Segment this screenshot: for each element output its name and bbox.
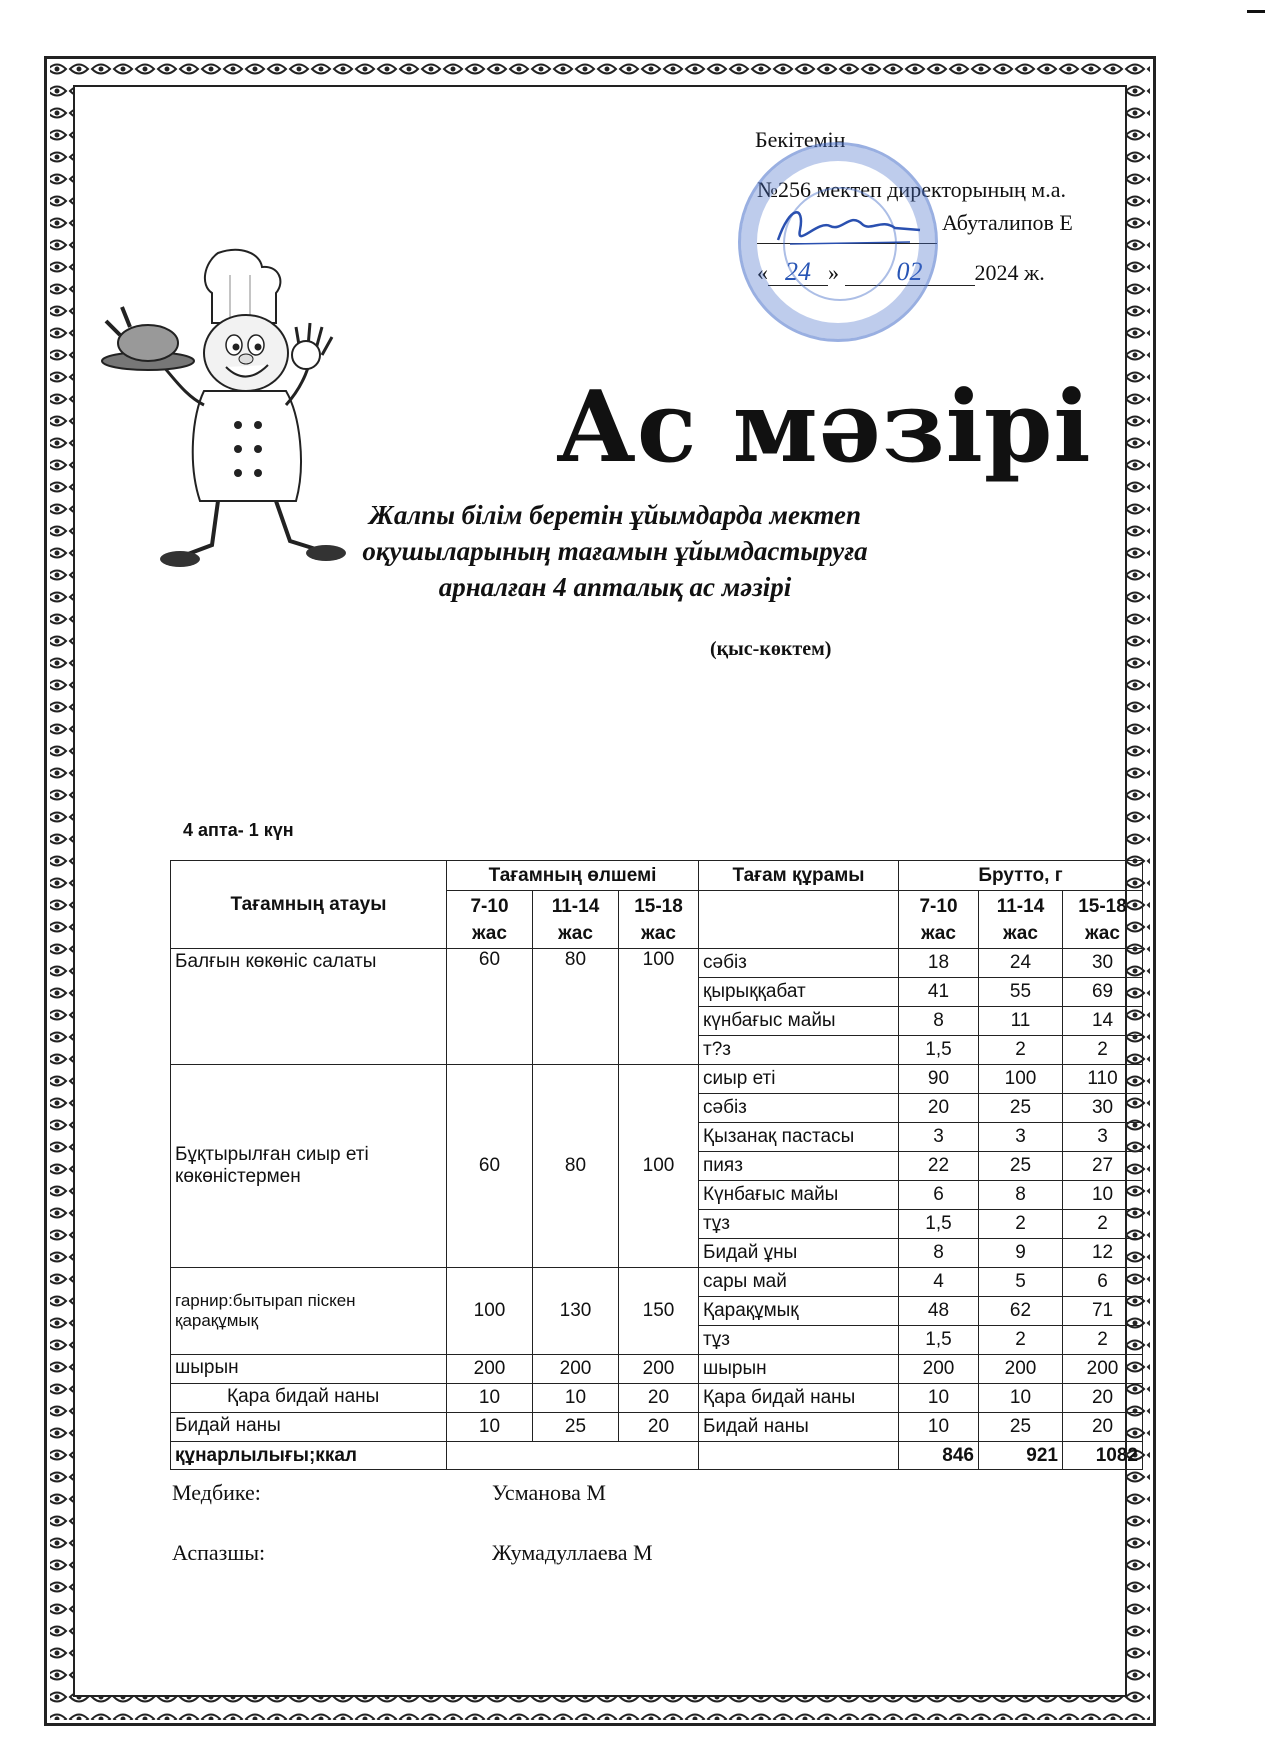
approval-school: №256 мектеп директорының м.а.: [757, 177, 1066, 202]
director-name: Абуталипов Е: [942, 210, 1073, 235]
brutto-cell: 4: [899, 1268, 979, 1297]
brutto-cell: 25: [979, 1094, 1063, 1123]
header-brutto-age-11-14: 11-14 жас: [979, 891, 1063, 949]
brutto-cell: 1,5: [899, 1036, 979, 1065]
brutto-cell: 2: [979, 1326, 1063, 1355]
brutto-cell: 25: [979, 1413, 1063, 1442]
ingredient-cell: тұз: [699, 1326, 899, 1355]
header-age-11-14: 11-14 жас: [533, 891, 619, 949]
table-row: [171, 1065, 1143, 1094]
brutto-cell: 30: [1063, 949, 1143, 978]
total-value: 846: [899, 1442, 979, 1470]
table-row: [171, 1413, 1143, 1442]
portion-cell: 25: [533, 1413, 619, 1442]
portion-cell: 10: [447, 1384, 533, 1413]
portion-cell: 10: [533, 1384, 619, 1413]
brutto-cell: 27: [1063, 1152, 1143, 1181]
portion-cell: 100: [619, 949, 699, 1065]
brutto-cell: 41: [899, 978, 979, 1007]
total-value: 921: [979, 1442, 1063, 1470]
date-open-quote: «: [757, 260, 768, 285]
dish-name-cell: Бұқтырылған сиыр еті көкөністермен: [171, 1065, 447, 1268]
total-value: 1082: [1063, 1442, 1143, 1470]
approval-title: Бекітемін: [755, 127, 846, 152]
ingredient-cell: Бидай наны: [699, 1413, 899, 1442]
staff-name: Жумадуллаева М: [492, 1540, 653, 1565]
brutto-cell: 25: [979, 1152, 1063, 1181]
dish-name-cell: Бидай наны: [171, 1413, 447, 1442]
brutto-cell: 22: [899, 1152, 979, 1181]
ingredient-cell: Бидай ұны: [699, 1239, 899, 1268]
brutto-cell: 2: [1063, 1326, 1143, 1355]
portion-cell: 60: [447, 1065, 533, 1268]
menu-table-body: [171, 949, 1143, 1470]
portion-cell: 20: [619, 1413, 699, 1442]
total-row: [171, 1442, 1143, 1470]
ingredient-cell: сары май: [699, 1268, 899, 1297]
ingredient-cell: Қызанақ пастасы: [699, 1123, 899, 1152]
brutto-cell: 10: [979, 1384, 1063, 1413]
brutto-cell: 24: [979, 949, 1063, 978]
brutto-cell: 20: [899, 1094, 979, 1123]
table-row: [171, 1268, 1143, 1297]
brutto-cell: 90: [899, 1065, 979, 1094]
brutto-cell: 20: [1063, 1413, 1143, 1442]
brutto-cell: 11: [979, 1007, 1063, 1036]
dish-name-cell: шырын: [171, 1355, 447, 1384]
total-label: құнарлылығы;ккал: [171, 1442, 447, 1470]
brutto-cell: 2: [1063, 1036, 1143, 1065]
brutto-cell: 8: [899, 1007, 979, 1036]
table-row: [171, 949, 1143, 978]
portion-cell: 200: [447, 1355, 533, 1384]
brutto-cell: 5: [979, 1268, 1063, 1297]
brutto-cell: 1,5: [899, 1210, 979, 1239]
ingredient-cell: сиыр еті: [699, 1065, 899, 1094]
header-age-15-18: 15-18 жас: [619, 891, 699, 949]
staff-name: Усманова М: [492, 1480, 606, 1505]
header-brutto-age-7-10: 7-10 жас: [899, 891, 979, 949]
brutto-cell: 10: [899, 1384, 979, 1413]
portion-cell: 100: [447, 1268, 533, 1355]
ingredient-cell: пияз: [699, 1152, 899, 1181]
ingredient-cell: шырын: [699, 1355, 899, 1384]
portion-cell: 200: [533, 1355, 619, 1384]
brutto-cell: 18: [899, 949, 979, 978]
brutto-cell: 2: [979, 1036, 1063, 1065]
portion-cell: 20: [619, 1384, 699, 1413]
date-month: 02: [845, 259, 975, 286]
brutto-cell: 55: [979, 978, 1063, 1007]
dish-name-cell: Қара бидай наны: [171, 1384, 447, 1413]
brutto-cell: 48: [899, 1297, 979, 1326]
portion-cell: 200: [619, 1355, 699, 1384]
staff-role: Медбике:: [172, 1480, 261, 1505]
header-age-7-10: 7-10 жас: [447, 891, 533, 949]
page-subtitle: Жалпы білім беретін ұйымдарда мектеп оқушыларының тағамын ұйымдастыруға арналған 4 апталық ас мәзірі: [362, 500, 868, 602]
table-row: [171, 1384, 1143, 1413]
brutto-cell: 100: [979, 1065, 1063, 1094]
date-year: 2024 ж.: [974, 260, 1045, 285]
brutto-cell: 20: [1063, 1384, 1143, 1413]
date-close-quote: »: [828, 260, 839, 285]
brutto-cell: 9: [979, 1239, 1063, 1268]
brutto-cell: 1,5: [899, 1326, 979, 1355]
brutto-cell: 200: [899, 1355, 979, 1384]
brutto-cell: 10: [899, 1413, 979, 1442]
brutto-cell: 8: [979, 1181, 1063, 1210]
brutto-cell: 6: [899, 1181, 979, 1210]
director-signature: [770, 200, 930, 260]
ingredient-cell: Күнбағыс майы: [699, 1181, 899, 1210]
header-brutto-age-15-18: 15-18 жас: [1063, 891, 1143, 949]
brutto-cell: 110: [1063, 1065, 1143, 1094]
season-label: (қыс-көктем): [710, 638, 832, 660]
corner-mark: [1247, 10, 1265, 13]
brutto-cell: 12: [1063, 1239, 1143, 1268]
staff-role: Аспазшы:: [172, 1540, 266, 1565]
brutto-cell: 3: [1063, 1123, 1143, 1152]
brutto-cell: 69: [1063, 978, 1143, 1007]
header-brutto: Брутто, г: [899, 861, 1143, 891]
ingredient-cell: т?з: [699, 1036, 899, 1065]
menu-table: [170, 860, 1143, 1470]
portion-cell: 80: [533, 949, 619, 1065]
portion-cell: 100: [619, 1065, 699, 1268]
brutto-cell: 30: [1063, 1094, 1143, 1123]
portion-cell: 60: [447, 949, 533, 1065]
brutto-cell: 62: [979, 1297, 1063, 1326]
ingredient-cell: сәбіз: [699, 1094, 899, 1123]
portion-cell: 10: [447, 1413, 533, 1442]
ingredient-cell: қырыққабат: [699, 978, 899, 1007]
dish-name-cell: гарнир:бытырап піскен қарақұмық: [171, 1268, 447, 1355]
brutto-cell: 10: [1063, 1181, 1143, 1210]
ingredient-cell: Қара бидай наны: [699, 1384, 899, 1413]
brutto-cell: 8: [899, 1239, 979, 1268]
portion-cell: 150: [619, 1268, 699, 1355]
page-title: Ас мәзірі: [556, 370, 1092, 485]
brutto-cell: 200: [979, 1355, 1063, 1384]
day-label: 4 апта- 1 күн: [183, 820, 294, 840]
header-dish-name: Тағамның атауы: [171, 861, 447, 949]
brutto-cell: 3: [899, 1123, 979, 1152]
brutto-cell: 14: [1063, 1007, 1143, 1036]
header-portion: Тағамның өлшемі: [447, 861, 699, 891]
header-composition-empty: [699, 891, 899, 949]
brutto-cell: 6: [1063, 1268, 1143, 1297]
dish-name-cell: Балғын көкөніс салаты: [171, 949, 447, 1065]
total-empty-portion: [447, 1442, 699, 1470]
portion-cell: 130: [533, 1268, 619, 1355]
table-row: [171, 1355, 1143, 1384]
brutto-cell: 2: [1063, 1210, 1143, 1239]
brutto-cell: 2: [979, 1210, 1063, 1239]
ingredient-cell: Қарақұмық: [699, 1297, 899, 1326]
ingredient-cell: сәбіз: [699, 949, 899, 978]
brutto-cell: 200: [1063, 1355, 1143, 1384]
brutto-cell: 3: [979, 1123, 1063, 1152]
total-empty-composition: [699, 1442, 899, 1470]
brutto-cell: 71: [1063, 1297, 1143, 1326]
date-day: 24: [768, 259, 828, 286]
ingredient-cell: күнбағыс майы: [699, 1007, 899, 1036]
portion-cell: 80: [533, 1065, 619, 1268]
header-composition: Тағам құрамы: [699, 861, 899, 891]
ingredient-cell: тұз: [699, 1210, 899, 1239]
